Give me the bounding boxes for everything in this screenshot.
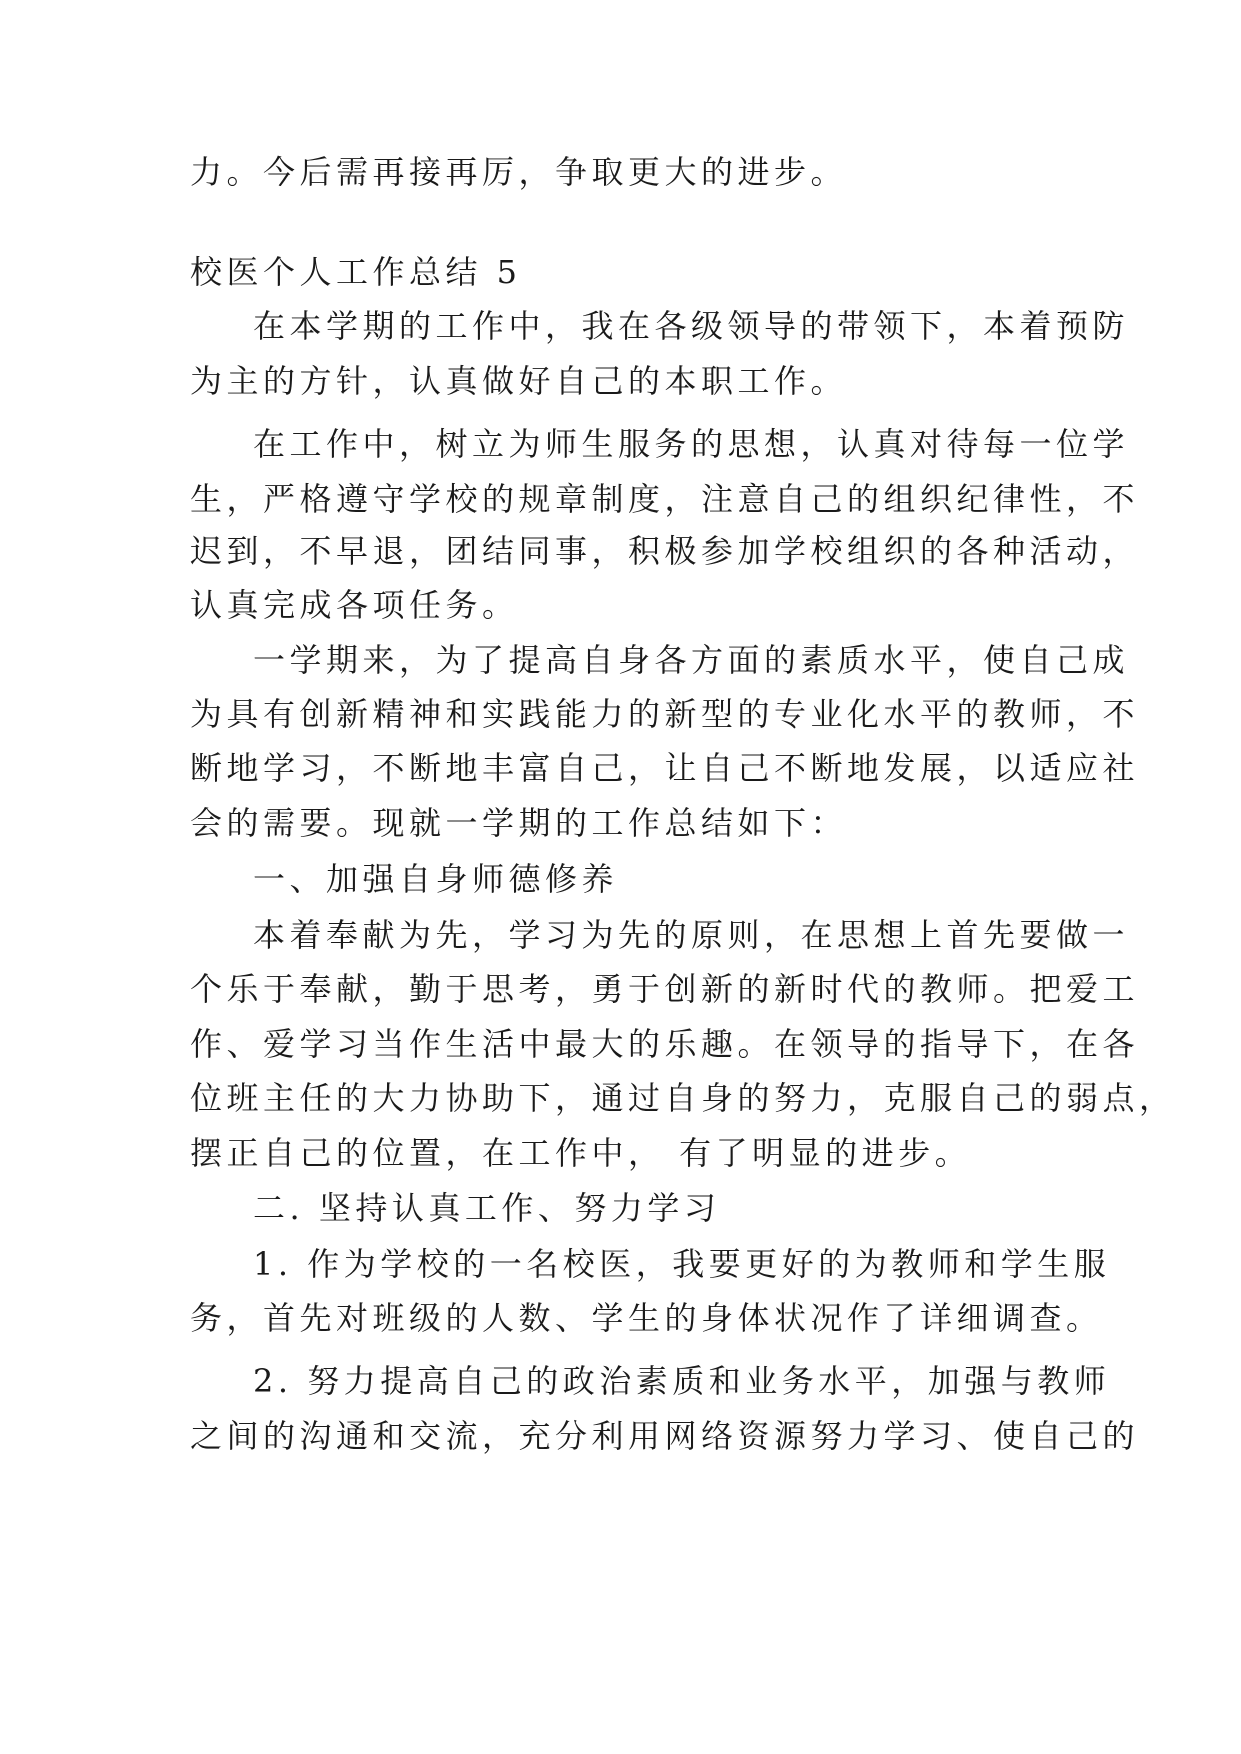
paragraph-line: 位班主任的大力协助下，通过自身的努力，克服自己的弱点， xyxy=(190,1079,1176,1117)
paragraph-line: 迟到，不早退，团结同事，积极参加学校组织的各种活动， xyxy=(190,532,1140,570)
heading-line: 二. 坚持认真工作、努力学习 xyxy=(253,1189,721,1227)
heading-line: 一、加强自身师德修养 xyxy=(253,860,619,898)
continuation-line: 力。今后需再接再厉，争取更大的进步。 xyxy=(190,153,848,191)
paragraph-line: 为具有创新精神和实践能力的新型的专业化水平的教师，不 xyxy=(190,695,1140,733)
paragraph-line: 之间的沟通和交流，充分利用网络资源努力学习、使自己的 xyxy=(190,1417,1140,1455)
paragraph-line: 作、爱学习当作生活中最大的乐趣。在领导的指导下，在各 xyxy=(190,1025,1140,1063)
paragraph-line: 本着奉献为先，学习为先的原则，在思想上首先要做一 xyxy=(253,916,1130,954)
paragraph-line: 生，严格遵守学校的规章制度，注意自己的组织纪律性，不 xyxy=(190,480,1140,518)
paragraph-line: 为主的方针，认真做好自己的本职工作。 xyxy=(190,362,848,400)
paragraph-line: 一学期来，为了提高自身各方面的素质水平，使自己成 xyxy=(253,641,1130,679)
paragraph-line: 摆正自己的位置，在工作中， 有了明显的进步。 xyxy=(190,1134,972,1172)
paragraph-line: 在本学期的工作中，我在各级领导的带领下，本着预防 xyxy=(253,307,1130,345)
section-title: 校医个人工作总结 5 xyxy=(190,253,522,291)
paragraph-line: 个乐于奉献，勤于思考，勇于创新的新时代的教师。把爱工 xyxy=(190,970,1140,1008)
paragraph-line: 在工作中，树立为师生服务的思想，认真对待每一位学 xyxy=(253,425,1130,463)
paragraph-line: 会的需要。现就一学期的工作总结如下： xyxy=(190,804,848,842)
paragraph-line: 认真完成各项任务。 xyxy=(190,586,519,624)
paragraph-line: 断地学习，不断地丰富自己，让自己不断地发展，以适应社 xyxy=(190,749,1140,787)
paragraph-line: 2. 努力提高自己的政治素质和业务水平，加强与教师 xyxy=(253,1362,1111,1400)
paragraph-line: 务，首先对班级的人数、学生的身体状况作了详细调查。 xyxy=(190,1299,1103,1337)
paragraph-line: 1. 作为学校的一名校医，我要更好的为教师和学生服 xyxy=(253,1245,1111,1283)
